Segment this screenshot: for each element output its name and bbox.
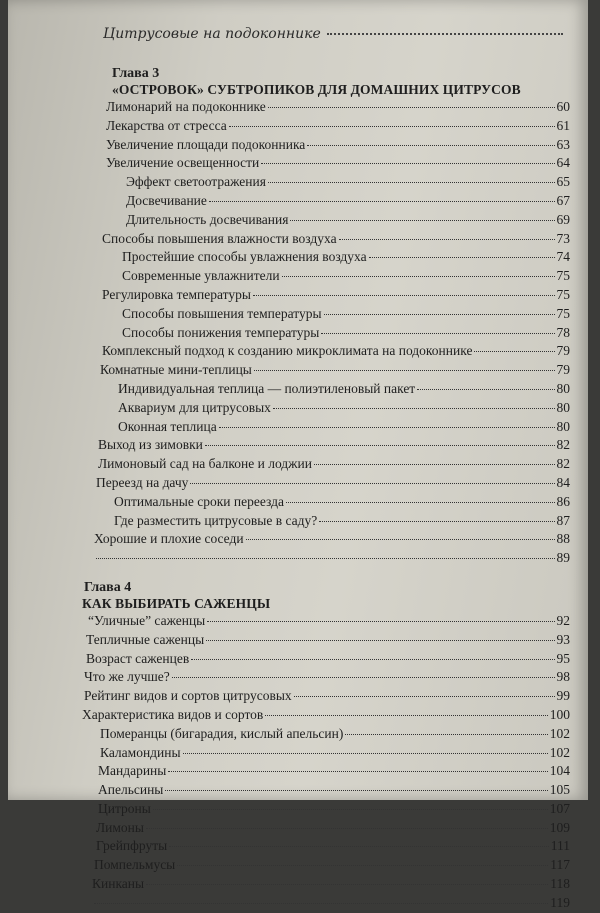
toc-entry-title: Мандарины [98,763,167,779]
dot-leader [96,558,555,559]
toc-entry [82,819,570,838]
toc-entry [82,549,570,568]
toc-entry-page: 95 [556,650,570,666]
dot-leader [205,445,555,446]
dot-leader [153,809,548,810]
toc-entry-page: 69 [556,211,570,227]
toc-entry-page: 84 [556,474,570,490]
toc-entry-page: 109 [549,819,570,835]
toc-entry [82,98,570,117]
toc-entry-title: “Уличные” саженцы [88,612,206,628]
toc-entry [82,875,570,894]
toc-entry-page: 61 [556,117,570,133]
toc-entry-page: 93 [556,631,570,647]
toc-entry [82,725,570,744]
toc-entry-page: 111 [550,838,570,854]
dot-leader [94,903,548,904]
toc-entry [82,380,570,399]
toc-entry-title: Цитроны [98,800,151,816]
toc-entry [82,612,570,631]
toc-entry-page: 64 [556,155,570,171]
chapter-4-title: КАК ВЫБИРАТЬ САЖЕНЦЫ [82,595,271,611]
toc-entry-title: Лимонарий на подоконнике [106,99,266,114]
toc-entry-page: 102 [549,725,570,741]
dot-leader [294,696,555,697]
dot-leader [417,389,554,390]
toc-entry-page: 102 [549,744,570,760]
toc-entry [82,744,570,763]
toc-entry-title: Хорошие и плохие соседи [94,531,244,547]
toc-entry [82,687,570,706]
running-head-leader [327,33,563,35]
toc-entry [82,342,570,361]
dot-leader [282,276,555,277]
dot-leader [146,884,548,885]
toc-entry-page: 67 [556,192,570,208]
toc-entry-page: 75 [556,268,570,284]
toc-entry [82,230,570,249]
toc-entry [82,267,570,286]
toc-entry [82,324,570,343]
toc-entry [82,650,570,669]
dot-leader [286,502,555,503]
toc-entry-title: Индивидуальная теплица — полиэтиленовый пакет [118,380,416,396]
toc-entry-title: Увеличение площади подоконника [106,136,306,152]
toc-entry-page: 104 [549,763,570,779]
table-of-contents [82,66,570,913]
chapter-4-entries [82,612,570,913]
toc-entry-title: Регулировка температуры [102,286,251,302]
toc-entry-title: Простейшие способы увлажнения воздуха [122,249,367,265]
toc-entry-title: Способы повышения температуры [122,305,322,321]
dot-leader [209,201,555,202]
dot-leader [265,715,547,716]
dot-leader [207,621,554,622]
toc-entry [82,668,570,687]
toc-entry-title: Что же лучше? [84,669,170,685]
chapter-3-title: «ОСТРОВОК» СУБТРОПИКОВ ДЛЯ ДОМАШНИХ ЦИТРУСОВ [112,82,521,97]
toc-entry-title: Грейпфруты [96,838,168,854]
dot-leader [253,295,555,296]
toc-entry-page: 86 [556,493,570,509]
toc-entry [82,631,570,650]
toc-entry [82,136,570,155]
toc-entry-page: 99 [556,688,570,704]
dot-leader [321,333,554,334]
dot-leader [268,182,555,183]
dot-leader [345,734,547,735]
running-head-text: Цитрусовые на подоконнике [103,26,321,42]
toc-entry-title: Комнатные мини-теплицы [100,362,252,378]
dot-leader [261,163,554,164]
toc-entry-title: Каламондины [100,744,181,760]
toc-entry [82,455,570,474]
toc-entry-page: 80 [556,380,570,396]
toc-entry [82,530,570,549]
toc-entry-title: Рейтинг видов и сортов цитрусовых [84,688,292,704]
dot-leader [229,126,555,127]
toc-entry-page: 92 [556,612,570,628]
toc-entry-title: Длительность досвечивания [126,211,289,227]
toc-entry [82,493,570,512]
toc-entry-page: 98 [556,669,570,685]
book-page [8,0,588,910]
dot-leader [146,828,548,829]
toc-entry [82,474,570,493]
toc-entry-page: 105 [549,782,570,798]
toc-entry-title: Выход из зимовки [98,437,203,453]
toc-entry [82,173,570,192]
toc-entry [82,781,570,800]
toc-entry-page: 78 [556,324,570,340]
toc-entry-page: 119 [550,894,570,910]
toc-entry-title: Характеристика видов и сортов [82,706,264,722]
toc-entry-title: Тепличные саженцы [86,631,205,647]
toc-entry-page: 88 [556,531,570,547]
toc-entry-page: 73 [556,230,570,246]
toc-entry-page: 60 [556,99,570,114]
toc-entry-page: 80 [556,418,570,434]
toc-entry-page: 74 [556,249,570,265]
dot-leader [319,521,554,522]
chapter-3-entries [82,98,570,568]
toc-entry-title: Способы повышения влажности воздуха [102,230,337,246]
toc-entry-title: Современные увлажнители [122,268,280,284]
running-head [103,26,563,42]
chapter-3-label: Глава 3 [112,66,160,81]
toc-entry-title: Где разместить цитрусовые в саду? [114,512,318,528]
toc-entry-title: Апельсины [98,782,164,798]
toc-entry-page: 63 [556,136,570,152]
chapter-4-label: Глава 4 [84,579,132,595]
toc-entry [82,837,570,856]
toc-entry [82,286,570,305]
toc-entry-page: 79 [556,343,570,359]
dot-leader [290,220,554,221]
toc-entry-title: Оптимальные сроки переезда [114,493,284,509]
dot-leader [246,539,555,540]
toc-entry-title: Комплексный подход к созданию микроклимата на подоконнике [102,343,473,359]
toc-entry-page: 82 [556,437,570,453]
toc-entry [82,800,570,819]
toc-entry-page: 75 [556,305,570,321]
toc-entry-page: 107 [549,800,570,816]
dot-leader [177,865,548,866]
toc-entry [82,192,570,211]
toc-entry [82,856,570,875]
toc-entry-page: 89 [556,550,570,566]
toc-entry-page: 117 [550,857,570,873]
dot-leader [168,771,547,772]
dot-leader [307,145,554,146]
toc-entry [82,512,570,531]
toc-entry-title: Переезд на дачу [96,474,189,490]
dot-leader [268,107,555,108]
dot-leader [254,370,555,371]
toc-entry-page: 79 [556,362,570,378]
toc-entry [82,436,570,455]
dot-leader [172,677,555,678]
dot-leader [324,314,555,315]
toc-entry [82,418,570,437]
toc-entry-page: 75 [556,286,570,302]
toc-entry-title: Возраст саженцев [86,650,190,666]
dot-leader [273,408,555,409]
toc-entry [82,248,570,267]
toc-entry-title: Померанцы (бигарадия, кислый апельсин) [100,725,344,741]
toc-entry-title: Лимоновый сад на балконе и лоджии [98,456,312,472]
toc-entry-page: 118 [550,876,570,892]
dot-leader [165,790,547,791]
dot-leader [219,427,555,428]
toc-entry [82,117,570,136]
dot-leader [169,846,549,847]
toc-entry [82,706,570,725]
toc-entry [82,894,570,913]
dot-leader [369,257,555,258]
toc-entry-title: Эффект светоотражения [126,174,266,190]
toc-entry-page: 82 [556,456,570,472]
dot-leader [474,351,554,352]
toc-entry-title: Увеличение освещенности [106,155,260,171]
toc-entry [82,361,570,380]
toc-entry-title: Лимоны [96,819,144,835]
dot-leader [206,640,554,641]
toc-entry [82,399,570,418]
toc-entry-page: 65 [556,174,570,190]
toc-entry [82,305,570,324]
toc-entry-title: Способы понижения температуры [122,324,320,340]
toc-entry-title: Оконная теплица [118,418,217,434]
toc-entry-title: Кинканы [92,876,145,892]
dot-leader [339,239,555,240]
toc-entry [82,154,570,173]
toc-entry [82,762,570,781]
toc-entry-title: Помпельмусы [94,857,176,873]
dot-leader [191,659,554,660]
toc-entry-title: Аквариум для цитрусовых [118,399,271,415]
toc-entry-title: Лекарства от стресса [106,117,227,133]
toc-entry-page: 80 [556,399,570,415]
dot-leader [314,464,555,465]
toc-entry-title: Досвечивание [126,192,207,208]
dot-leader [190,483,554,484]
dot-leader [183,753,548,754]
toc-entry-page: 87 [556,512,570,528]
chapter-gap [82,568,570,580]
toc-entry [82,211,570,230]
toc-entry-page: 100 [549,706,570,722]
